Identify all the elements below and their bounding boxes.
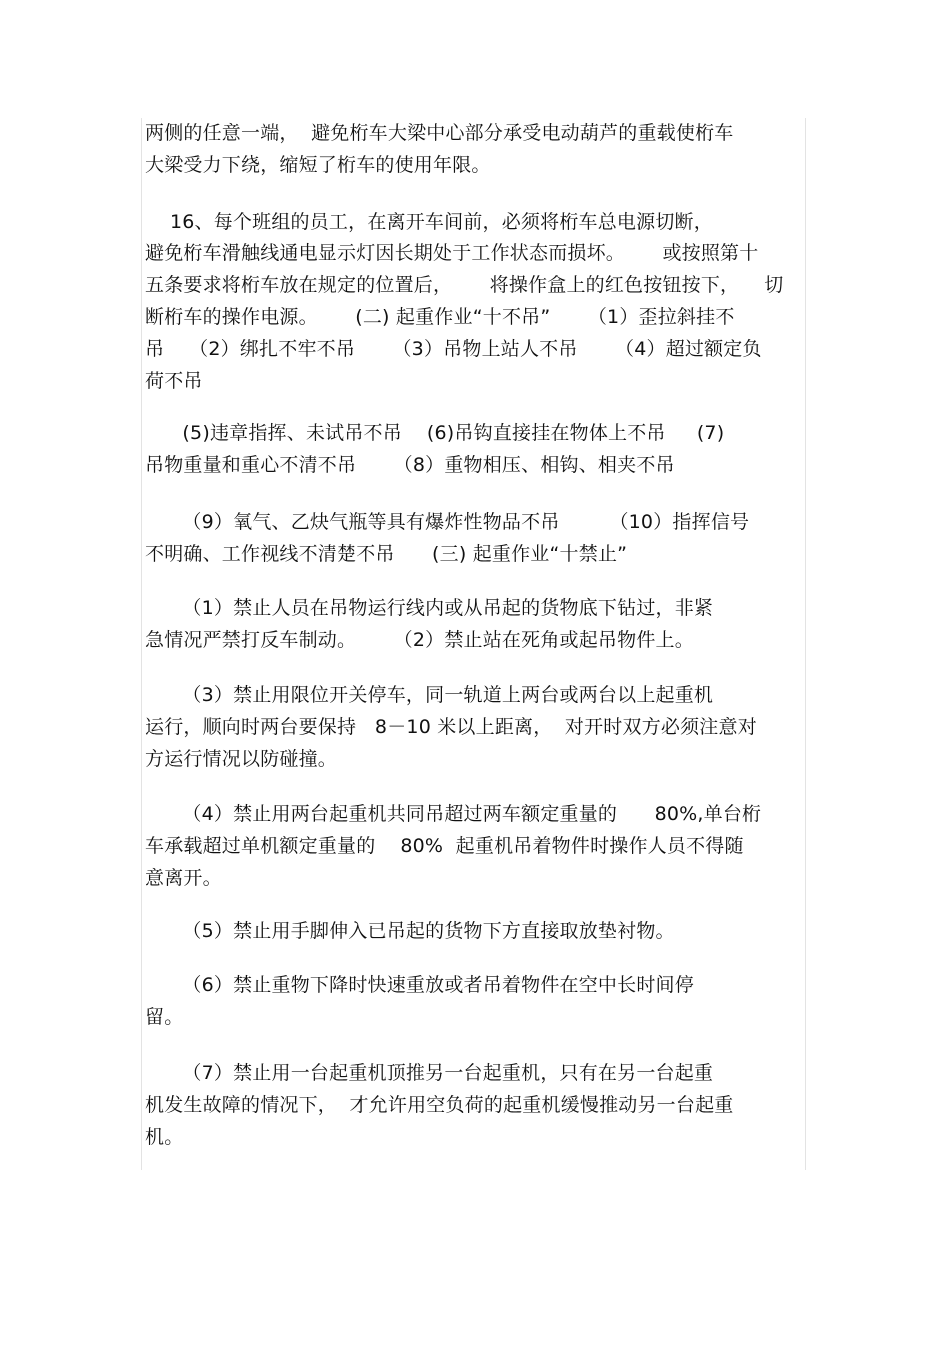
text-line: 两侧的任意一端， 避免桁车大梁中心部分承受电动葫芦的重载使桁车 bbox=[145, 122, 734, 144]
text-line: 大梁受力下绕，缩短了桁车的使用年限。 bbox=[145, 154, 491, 176]
text-line: 机。 bbox=[145, 1126, 184, 1148]
text-line: 荷不吊 bbox=[145, 370, 203, 392]
text-line: 留。 bbox=[145, 1006, 184, 1028]
text-line: 吊物重量和重心不清不吊 （8）重物相压、相钩、相夹不吊 bbox=[145, 454, 675, 476]
text-line: 断桁车的操作电源。 (二) 起重作业“十不吊” （1）歪拉斜挂不 bbox=[145, 306, 735, 328]
text-line: 不明确、工作视线不清楚不吊 (三) 起重作业“十禁止” bbox=[145, 543, 628, 565]
text-line: 五条要求将桁车放在规定的位置后， 将操作盒上的红色按钮按下， 切 bbox=[145, 274, 784, 296]
text-line: （5）禁止用手脚伸入已吊起的货物下方直接取放垫衬物。 bbox=[145, 920, 675, 942]
text-line: （3）禁止用限位开关停车，同一轨道上两台或两台以上起重机 bbox=[145, 684, 714, 706]
text-line: 方运行情况以防碰撞。 bbox=[145, 748, 338, 770]
text-line: （9）氧气、乙炔气瓶等具有爆炸性物品不吊 （10）指挥信号 bbox=[145, 511, 750, 533]
text-line: （1）禁止人员在吊物运行线内或从吊起的货物底下钻过，非紧 bbox=[145, 597, 714, 619]
text-line: 急情况严禁打反车制动。 （2）禁止站在死角或起吊物件上。 bbox=[145, 629, 694, 651]
text-line: 16、每个班组的员工，在离开车间前，必须将桁车总电源切断， bbox=[145, 211, 713, 233]
text-line: （4）禁止用两台起重机共同吊超过两车额定重量的 80%,单台桁 bbox=[145, 803, 762, 825]
text-line: 吊 （2）绑扎不牢不吊 （3）吊物上站人不吊 （4）超过额定负 bbox=[145, 338, 762, 360]
text-line: 避免桁车滑触线通电显示灯因长期处于工作状态而损坏。 或按照第十 bbox=[145, 242, 759, 264]
text-line: 意离开。 bbox=[145, 867, 222, 889]
text-line: （6）禁止重物下降时快速重放或者吊着物件在空中长时间停 bbox=[145, 974, 694, 996]
text-line: 运行，顺向时两台要保持 8－10 米以上距离， 对开时双方必须注意对 bbox=[145, 716, 757, 738]
text-line: (5)违章指挥、未试吊不吊 (6)吊钩直接挂在物体上不吊 (7) bbox=[145, 422, 725, 444]
text-line: 机发生故障的情况下， 才允许用空负荷的起重机缓慢推动另一台起重 bbox=[145, 1094, 734, 1116]
text-line: 车承载超过单机额定重量的 80% 起重机吊着物件时操作人员不得随 bbox=[145, 835, 744, 857]
text-line: （7）禁止用一台起重机顶推另一台起重机，只有在另一台起重 bbox=[145, 1062, 714, 1084]
